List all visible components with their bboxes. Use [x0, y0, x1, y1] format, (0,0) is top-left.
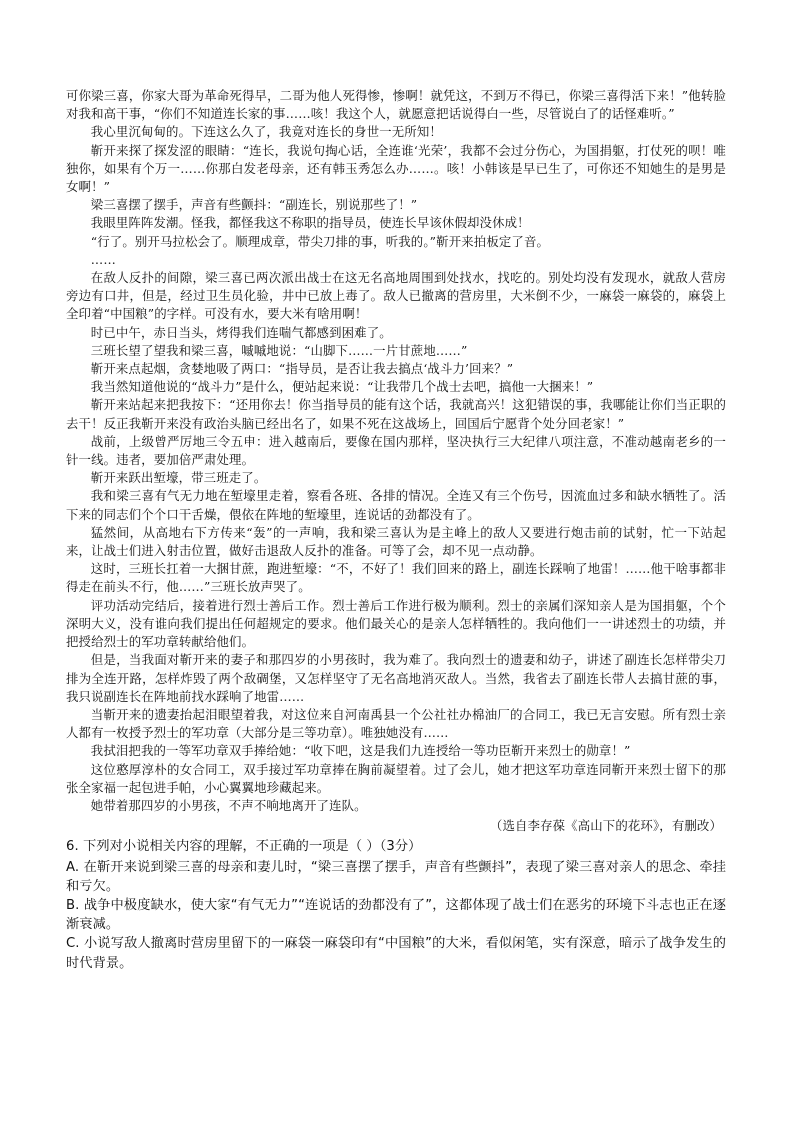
story-paragraph: 我心里沉甸甸的。下连这么久了，我竟对连长的身世一无所知！ [90, 124, 442, 140]
story-paragraph: 她带着那四岁的小男孩，不声不响地离开了连队。 [90, 797, 367, 813]
story-paragraph: 靳开来跃出堑壕，带三班走了。 [90, 470, 267, 486]
question-title: 6. 下列对小说相关内容的理解，不正确的一项是（ ）（3分） [66, 839, 422, 855]
story-paragraph: 靳开来探了探发涩的眼睛：“连长，我说句掏心话，全连谁‘光荣’，我都不会过分伤心，为国捐躯，打仗死的呗！唯独你，如果有个万一……你那白发老母亲，还有韩玉秀怎么办……。咳！小韩该是早已生了，可你还不知她生的是男是女啊！” [66, 142, 726, 195]
story-paragraph: 评功活动完结后，接着进行烈士善后工作。烈士善后工作进行极为顺利。烈士的亲属们深知亲人是为国捐躯，个个深明大义，没有谁向我们提出任何超规定的要求。他们最关心的是亲人怎样牺牲的。我向他们一一讲述烈士的功绩，并把授给烈士的军功章转献给他们。 [66, 597, 726, 650]
story-paragraph: 三班长望了望我和梁三喜，嘁嘁地说：“山脚下……一片甘蔗地……” [90, 342, 468, 358]
story-paragraph: “行了。别开马拉松会了。顺理成章，带尖刀排的事，听我的。”靳开来拍板定了音。 [90, 233, 550, 249]
story-paragraph: 可你梁三喜，你家大哥为革命死得早，二哥为他人死得惨，惨啊！就凭这，不到万不得已，你梁三喜得活下来！”他转脸对我和高干事，“你们不知道连长家的事……咳！我这个人，就愿意把话说得白一些，尽管说白了的话怪难听。” [66, 88, 726, 122]
story-paragraph: 这时，三班长扛着一大捆甘蔗，跑进堑壕：“不，不好了！我们回来的路上，副连长踩响了地雷！……他干啥事都非得走在前头不行，他……”三班长放声哭了。 [66, 561, 726, 595]
story-paragraph: 靳开来站起来把我按下：“还用你去！你当指导员的能有这个话，我就高兴！这犯错误的事，我哪能让你们当正职的去干！反正我靳开来没有政治头脑已经出名了，如果不死在这战场上，回国后宁愿背个处分回老家！” [66, 397, 726, 431]
story-paragraph: 但是，当我面对靳开来的妻子和那四岁的小男孩时，我为难了。我向烈士的遗妻和幼子，讲述了副连长怎样带尖刀排为全连开路，怎样炸毁了两个敌碉堡，又怎样坚守了无名高地消灭敌人。当然，我省去了副连长带人去搞甘蔗的事，我只说副连长在阵地前找水踩响了地雷…… [66, 652, 726, 704]
story-paragraph: 梁三喜摆了摆手，声音有些颤抖：“副连长，别说那些了！” [90, 197, 418, 213]
question-options [66, 858, 726, 973]
option-label: B. [66, 897, 80, 913]
option-text: 战争中极度缺水，使大家“有气无力”“连说话的劲都没有了”，这都体现了战士们在恶劣的环境下斗志也正在逐渐衰减。 [66, 897, 726, 933]
story-paragraph: 我和梁三喜有气无力地在堑壕里走着，察看各班、各排的情况。全连又有三个伤号，因流血过多和缺水牺牲了。活下来的同志们个个口干舌燥，偎依在阵地的堑壕里，连说话的劲都没有了。 [66, 488, 726, 522]
option-label: A. [66, 859, 80, 875]
source-citation: （选自李存葆《高山下的花环》，有删改） [489, 818, 722, 834]
story-paragraph: 在敌人反扑的间隙，梁三喜已两次派出战士在这无名高地周围到处找水，找吃的。别处均没有发现水，就敌人营房旁边有口井，但是，经过卫生员化验，井中已放上毒了。敌人已撤离的营房里，大米倒不少，一麻袋一麻袋的，麻袋上全印着“中国粮”的字样。可没有水，要大米有啥用啊！ [66, 270, 726, 322]
story-paragraph: …… [90, 251, 116, 267]
option-text: 小说写敌人撤离时营房里留下的一麻袋一麻袋印有“中国粮”的大米，看似闲笔，实有深意，暗示了战争发生的时代背景。 [66, 936, 726, 971]
story-paragraph: 我当然知道他说的“战斗力”是什么，便站起来说：“让我带几个战士去吧，搞他一大捆来！” [90, 379, 594, 395]
question-option [66, 858, 726, 896]
story-paragraph: 战前，上级曾严厉地三令五申：进入越南后，要像在国内那样，坚决执行三大纪律八项注意，不准动越南老乡的一针一线。违者，要加倍严肃处理。 [66, 433, 726, 468]
story-paragraph: 时已中午，赤日当头，烤得我们连喘气都感到困难了。 [90, 324, 392, 340]
option-text: 在靳开来说到梁三喜的母亲和妻儿时，“梁三喜摆了摆手，声音有些颤抖”，表现了梁三喜对亲人的思念、牵挂和亏欠。 [66, 859, 727, 894]
question-block [66, 837, 726, 972]
story-paragraph: 我拭泪把我的一等军功章双手捧给她：“收下吧，这是我们九连授给一等功臣靳开来烈士的勋章！” [90, 743, 631, 759]
story-paragraph: 靳开来点起烟，贪婪地吸了两口：“指导员，是否让我去搞点‘战斗力’回来？” [90, 361, 514, 377]
option-label: C. [66, 936, 80, 952]
story-paragraph: 当靳开来的遗妻抬起泪眼望着我，对这位来自河南禹县一个公社社办棉油厂的合同工，我已无言安慰。所有烈士亲人都有一枚授予烈士的军功章（大部分是三等功章）。唯独她没有…… [66, 706, 726, 741]
story-paragraph: 这位憨厚淳朴的女合同工，双手接过军功章捧在胸前凝望着。过了会儿，她才把这军功章连同靳开来烈士留下的那张全家福一起包进手帕，小心翼翼地珍藏起来。 [66, 761, 726, 795]
story-paragraph: 我眼里阵阵发潮。怪我，都怪我这不称职的指导员，使连长早该休假却没休成！ [90, 215, 530, 231]
story-excerpt [66, 87, 726, 835]
story-paragraph: 猛然间，从高地右下方传来“轰”的一声响，我和梁三喜认为是主峰上的敌人又要进行炮击前的试射，忙一下站起来，让战士们进入射击位置，做好击退敌人反扑的准备。可等了会，却不见一点动静。 [66, 524, 726, 559]
question-option [66, 934, 726, 972]
question-option [66, 896, 726, 934]
